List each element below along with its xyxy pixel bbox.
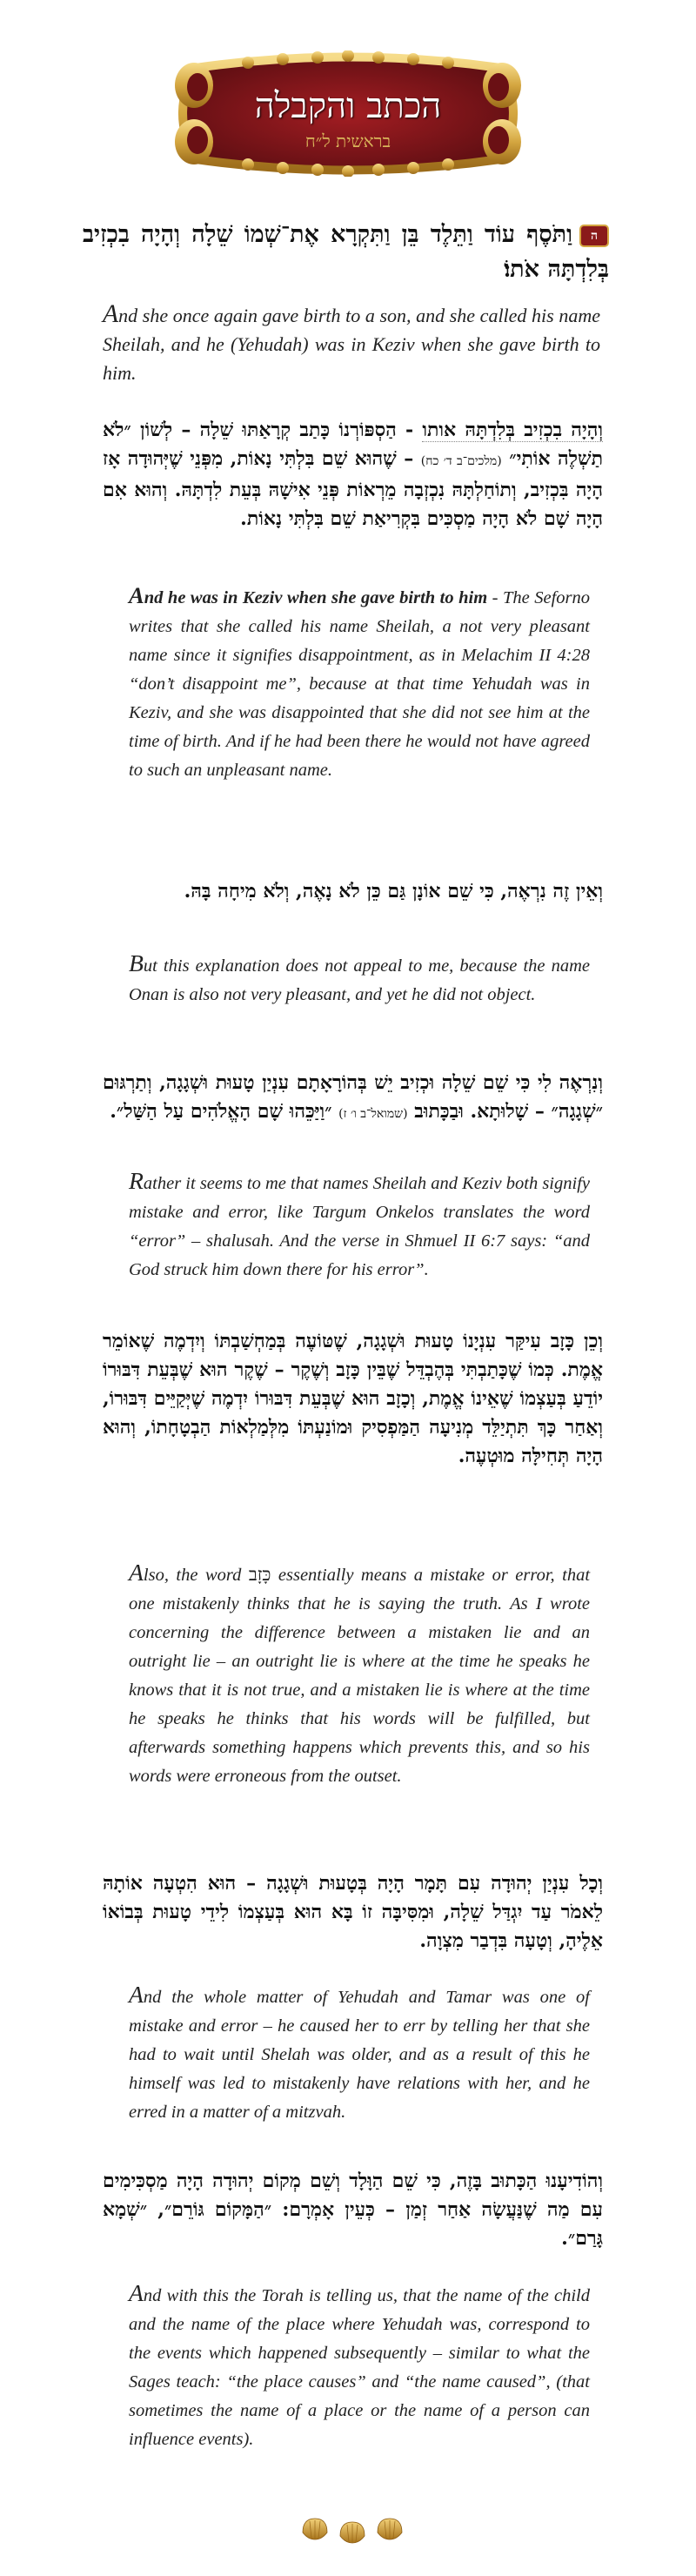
english-text: - The Seforno writes that she called his name Sheilah, a not very pleasant name since it signifies disappointment, as in Melachim II 4:28 “don’t disappoint me”, because at that time Yehudah was in Keziv, and she was disappointed that she did not see him at the time of birth. And if he had been there he would not have agreed to such an unpleasant name. (129, 588, 590, 780)
commentary-english-3 (129, 1166, 590, 1285)
english-text: ather it seems to me that names Sheilah and Keziv both signify mistake and error, like Targum Onkelos translates the word “error” – shalusah. And the verse in Shmuel II 6:7 says: “and God struck him down there for his error”. (129, 1174, 590, 1279)
commentary-text: וְכָל עִנְיַן יְהוּדָה עִם תָּמָר הָיָה בְּטָעוּת וּשְׁגָגָה – הוּא הִטְעָה אוֹתָהּ לֵאמֹר עַד יִגְדַּל שֵׁלָה, וּמִסִּיבָּה זוֹ בָּא הוּא בְּעַצְמוֹ לִידֵי טָעוּת בְּבוֹאוֹ אֵלֶיהָ, וְטָעָה בִּדְבַר מִצְוָה. (103, 1872, 603, 1952)
banner-subtitle: בראשית ל״ח (304, 131, 392, 151)
dibur-hamatchil: וְהָיָה בִכְזִיב בְּלִדְתָּהּ אותו (422, 419, 604, 441)
dropcap: A (129, 2279, 144, 2306)
commentary-hebrew-5 (103, 1869, 603, 1955)
source-reference: (מלכים־ב ד׳ כח) (420, 454, 502, 468)
verse-hebrew (83, 218, 609, 287)
commentary-english-2 (129, 949, 590, 1010)
commentary-hebrew-4 (103, 1327, 603, 1471)
commentary-english-5 (129, 1980, 590, 2127)
commentary-hebrew-3 (103, 1069, 603, 1129)
dropcap: R (129, 1167, 144, 1194)
source-reference: (שמואל־ב ו׳ ז) (338, 1107, 408, 1121)
commentary-text: וְכֵן כָּזָב עִיקַּר עִנְיָנוֹ טָעוּת וּשְׁגָגָה, שֶׁטּוֹעֶה בְּמַחְשַׁבְתּוֹ וְיִדְמֶה שֶׁאוֹמֵר אֱמֶת. כְּמוֹ שֶׁכָּתַבְתִּי בְּהֶבְדֵּל שֶׁבֵּין כָּזָב וְשֶׁקֶר – שֶׁקֶר הוּא שֶׁבְּעֵת דִּבּוּרוֹ יוֹדֵעַ בְּעַצְמוֹ שֶׁאֵינוֹ אֱמֶת, וְכָזָב הוּא שֶׁבְּעֵת דִּבּוּרוֹ יִדְמֶה שֶׁיְּקַיֵּים דִּבּוּרוֹ, וְאַחַר כָּךְ תִּתְיַלֵּד מְנִיעָה הַמַּפְסִיק וּמוֹנַעְתּוֹ מִלְּמַלְאוֹת הַבְטָחָתוֹ, וְהוּא הָיָה תְּחִילָּה מוּטְעֶה. (103, 1330, 603, 1467)
commentary-text: - הַסְפּוֹרְנוֹ כָּתַב קְרָאַתּוּ שֵׁלָה – לְשׁוֹן ״לֹא תַשְׁלֶה אוֹתִי״ (103, 419, 603, 470)
commentary-text: וְנִרְאֶה לִי כִּי שֵׁם שֵׁלָה וּכְזִיב יֵשׁ בְּהוֹרָאָתָם עִנְיַן טָעוּת וּשְׁגָגָה, וְתַרְגּוּם ״שְׁגָגָה״ – שָׁלוּתָא. וּבַכָּתוּב (103, 1071, 603, 1123)
english-text: nd the whole matter of Yehudah and Tamar was one of mistake and error – he caused her to err by telling her that she had to wait until Shelah was older, and as a result of this he himself was led to mistakenly have relations with her, and he erred in a matter of a mitzvah. (129, 1988, 590, 2122)
commentary-hebrew-2 (103, 877, 603, 906)
english-text-pre: lso, the word (143, 1566, 249, 1585)
title-banner (170, 50, 526, 177)
commentary-text: וְאֵין זֶה נִרְאֶה, כִּי שֵׁם אוֹנָן גַּם כֵּן לֹא נָאֶה, וְלֹא מִיחָה בָּהּ. (184, 880, 603, 902)
commentary-text-rest: – שֶׁהוּא שֵׁם בִּלְתִּי נָאוֹת, מִפְּנֵי שֶׁיְּהוּדָה אָז הָיָה בִּכְזִיב, וְתוֹחַלְתָּהּ נִכְזְבָה מֵרְאוֹת פְּנֵי אִישָׁהּ בְּעֵת לִדְתָּהּ. וְהוּא אִם הָיָה שָׁם לֹא הָיָה מַסְכִּים בִּקְרִיאַת שֵׁם בִּלְתִּי נָאוֹת. (103, 447, 603, 530)
banner-title: הכתב והקבלה (254, 86, 442, 126)
dropcap: B (129, 949, 144, 976)
dropcap: A (129, 1981, 144, 2008)
dropcap: A (103, 300, 119, 328)
english-text: essentially means a mistake or error, that one mistakenly thinks that he is saying the truth. As I wrote concerning the difference between a mistaken lie and an outright lie – an outright lie is where at the time he speaks he knows that it is not true, and a mistaken lie is where at the time he speaks he thinks that his words will be fulfilled, but afterwards something happens which prevents this, and so his words were erroneous from the outset. (129, 1566, 591, 1786)
translation-text: nd she once again gave birth to a son, and she called his name Sheilah, and he (Yehudah) was in Keziv when she gave birth to him. (103, 305, 600, 384)
verse-text: וַתֹּסֶף עוֹד וַתֵּלֶד בֵּן וַתִּקְרָא אֶת־שְׁמוֹ שֵׁלָה וְהָיָה בִכְזִיב בְּלִדְתָּהּ אֹתוֹ׃ (83, 221, 609, 283)
commentary-text: וְהוֹדִיעָנוּ הַכָּתוּב בָּזֶה, כִּי שֵׁם הַוָּלָד וְשֵׁם מְקוֹם יְהוּדָה הָיָה מַסְכִּימִים עִם מַה שֶׁנַּעֲשָׂה אַחַר זְמַן – כְּעֵין אָמְרָם: ״הַמָּקוֹם גּוֹרֵם״, ״שְׁמָא גָּרַם״. (103, 2170, 603, 2250)
dropcap: A (129, 1559, 144, 1586)
commentary-text-rest: ״וַיַּכֵּהוּ שָׁם הָאֱלֹהִים עַל הַשַּׁל״. (110, 1100, 339, 1123)
commentary-english-1 (129, 581, 590, 785)
verse-number-badge: ה (579, 225, 609, 247)
english-heading: And he was in Keziv when she gave birth to him (129, 582, 488, 608)
commentary-english-6 (129, 2278, 590, 2454)
shell-ornament-icon (296, 2513, 409, 2548)
verse-translation (103, 300, 600, 387)
commentary-hebrew-1 (103, 416, 603, 533)
commentary-english-4 (129, 1558, 590, 1791)
commentary-hebrew-6 (103, 2167, 603, 2253)
hebrew-word-inline: כָּזָב (248, 1564, 271, 1585)
english-text: nd with this the Torah is telling us, that the name of the child and the name of the place where Yehudah was, correspond to the events which happened subsequently – similar to what the Sages teach: “the place causes” and “the name caused”, (that sometimes the name of a place or the name of a person can influence events). (129, 2286, 590, 2449)
english-text: ut this explanation does not appeal to me, because the name Onan is also not very pleasant, and yet he did not object. (129, 956, 590, 1004)
